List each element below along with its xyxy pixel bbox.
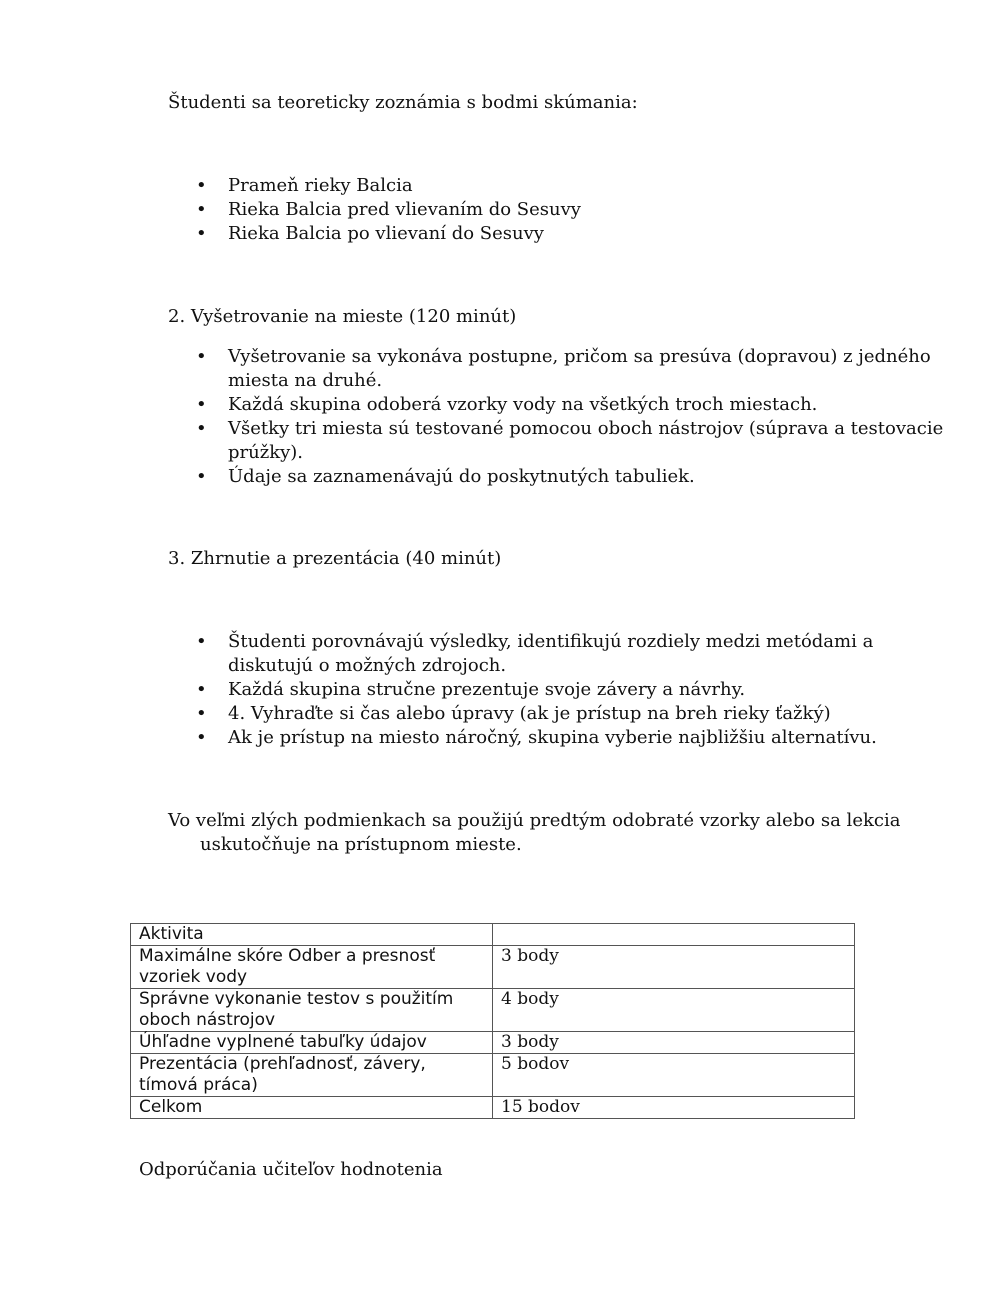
table-cell: 4 body bbox=[493, 989, 855, 1032]
list-item: • Vyšetrovanie sa vykonáva postupne, pričom sa presúva (dopravou) z jedného miesta na druhé. bbox=[196, 346, 931, 391]
table-row bbox=[131, 946, 855, 989]
list-item: • Každá skupina stručne prezentuje svoje závery a návrhy. bbox=[196, 679, 746, 700]
table-cell: 15 bodov bbox=[493, 1097, 855, 1119]
list-item: • Každá skupina odoberá vzorky vody na všetkých troch miestach. bbox=[196, 394, 818, 415]
bullet-icon: • bbox=[196, 394, 207, 415]
table-cell: Maximálne skóre Odber a presnosť vzoriek vody bbox=[131, 946, 493, 989]
bullet-icon: • bbox=[196, 175, 207, 196]
bullet-icon: • bbox=[196, 631, 207, 652]
table-cell: Prezentácia (prehľadnosť, závery, tímová práca) bbox=[131, 1054, 493, 1097]
section3-list bbox=[168, 630, 958, 750]
section2-heading: 2. Vyšetrovanie na mieste (120 minút) bbox=[168, 306, 517, 327]
list-item: • 4. Vyhraďte si čas alebo úpravy (ak je prístup na breh rieky ťažký) bbox=[196, 703, 831, 724]
table-cell: Správne vykonanie testov s použitím oboch nástrojov bbox=[131, 989, 493, 1032]
list-item: • Rieka Balcia pred vlievaním do Sesuvy bbox=[196, 199, 581, 220]
bullet-icon: • bbox=[196, 703, 207, 724]
list-item: • Rieka Balcia po vlievaní do Sesuvy bbox=[196, 223, 544, 244]
table-cell: Úhľadne vyplnené tabuľky údajov bbox=[131, 1032, 493, 1054]
table-row bbox=[131, 1032, 855, 1054]
list-item: • Študenti porovnávajú výsledky, identifikujú rozdiely medzi metódami a diskutujú o možných zdrojoch. bbox=[196, 631, 874, 676]
table-cell: 5 bodov bbox=[493, 1054, 855, 1097]
table-cell: 3 body bbox=[493, 1032, 855, 1054]
table-cell: 3 body bbox=[493, 946, 855, 989]
bullet-icon: • bbox=[196, 418, 207, 439]
table-row bbox=[131, 1097, 855, 1119]
bullet-icon: • bbox=[196, 223, 207, 244]
points-list bbox=[168, 174, 958, 246]
section2-list bbox=[168, 345, 958, 489]
bullet-icon: • bbox=[196, 346, 207, 367]
table-row bbox=[131, 989, 855, 1032]
list-item: • Prameň rieky Balcia bbox=[196, 175, 413, 196]
bullet-icon: • bbox=[196, 466, 207, 487]
bullet-icon: • bbox=[196, 199, 207, 220]
table-cell: Celkom bbox=[131, 1097, 493, 1119]
footer-heading: Odporúčania učiteľov hodnotenia bbox=[139, 1159, 443, 1180]
bullet-icon: • bbox=[196, 679, 207, 700]
list-item: • Všetky tri miesta sú testované pomocou oboch nástrojov (súprava a testovacie prúžky). bbox=[196, 418, 944, 463]
list-item: • Ak je prístup na miesto náročný, skupina vyberie najbližšiu alternatívu. bbox=[196, 727, 877, 748]
list-item: • Údaje sa zaznamenávajú do poskytnutých tabuliek. bbox=[196, 466, 695, 487]
section3-heading: 3. Zhrnutie a prezentácia (40 minút) bbox=[168, 548, 502, 569]
evaluation-table bbox=[130, 923, 855, 1119]
table-row bbox=[131, 924, 855, 946]
table-cell bbox=[493, 924, 855, 946]
table-cell: Aktivita bbox=[131, 924, 493, 946]
intro-text: Študenti sa teoreticky zoznámia s bodmi skúmania: bbox=[168, 92, 638, 113]
table-row bbox=[131, 1054, 855, 1097]
note-paragraph: Vo veľmi zlých podmienkach sa použijú predtým odobraté vzorky alebo sa lekcia uskutočňuje na prístupnom mieste. bbox=[168, 810, 901, 855]
bullet-icon: • bbox=[196, 727, 207, 748]
